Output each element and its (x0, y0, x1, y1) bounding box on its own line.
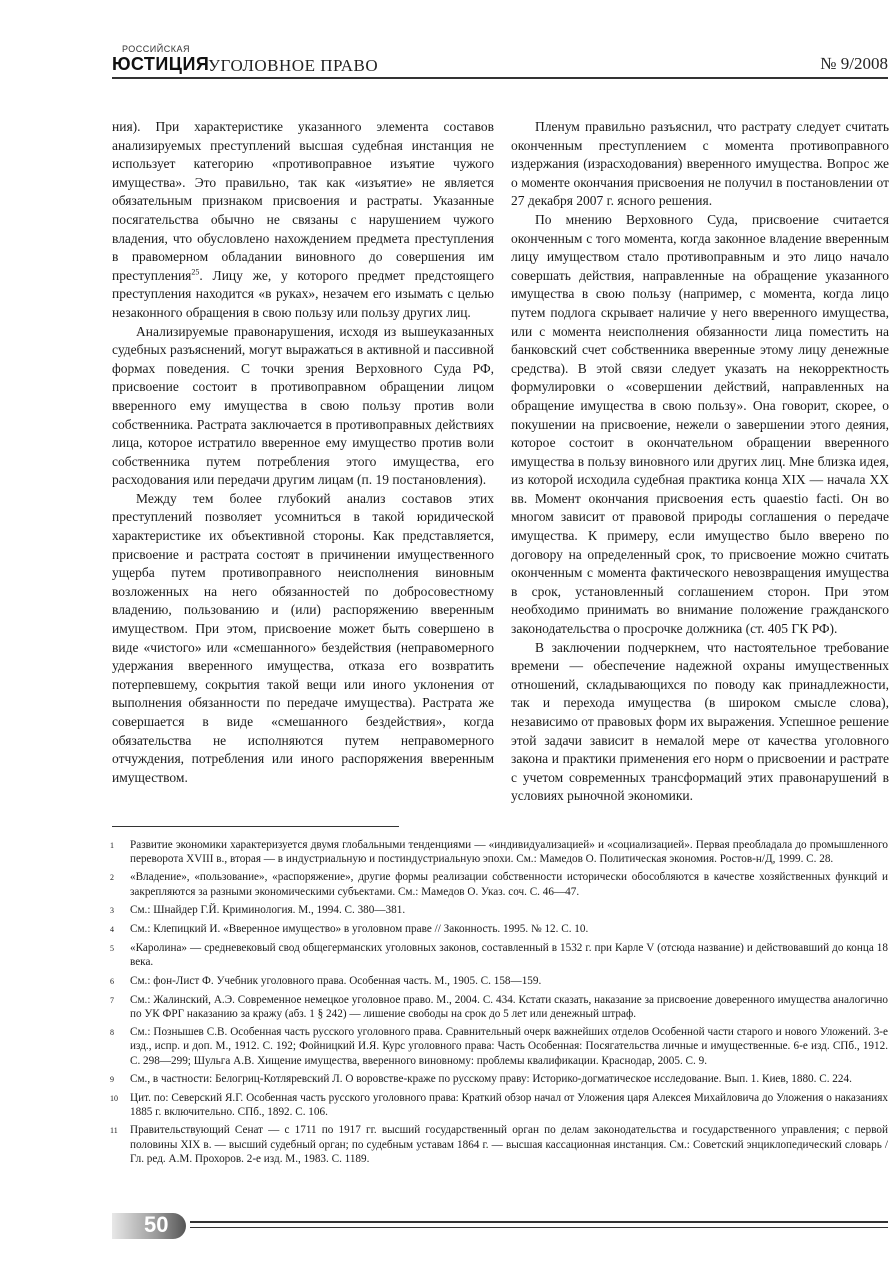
footnote: 7 См.: Жалинский, А.Э. Современное немецкое уголовное право. М., 2004. С. 434. Кстати сказать, наказание за присвоение доверенного имущества аналогично по УК ФРГ наказанию за кражу (абз. 1 § 242) — лишение свободы на срок до 5 лет или денежный штраф. (110, 993, 888, 1021)
footnote: 11 Правительствующий Сенат — с 1711 по 1917 гг. высший государственный орган по делам законодательства и государственного управления; с первой половины XIX в. — высший судебный орган; по судебным уставам 1864 г. — высшая кассационная инстанция. См.: Советский энциклопедический словарь / Гл. ред. А.М. Прохоров. 2-е изд. М., 1983. С. 1189. (110, 1124, 888, 1165)
paragraph: Пленум правильно разъяснил, что растрату следует считать оконченным преступлением с момента противоправного издержания (израсходования) вверенного имущества. Вопрос же о моменте окончания присвоения не получил в постановлении от 27 декабря 2007 г. ясного решения. (511, 119, 889, 209)
paragraph: ния). При характеристике указанного элемента составов анализируемых преступлений высшая судебная инстанция не использует категорию «противоправное изъятие чужого имущества». Это правильно, так как «изъятие» не является обязательным признаком присвоения и растраты. Указанные посягательства обычно не связаны с нарушением чужого владения, что обусловлено нахождением предмета преступления в правомерном обладании виновного до совершения им преступления$^{25}$. Лицу же, у которого предмет предстоящего преступления находится «в руках», незачем его изымать с целью незаконного обращения в свою пользу или пользу других лиц. (112, 119, 494, 320)
issue-number: № 9/2008 (820, 54, 888, 73)
page-number: 50 (144, 1212, 169, 1237)
logo-subtitle: РОССИЙСКАЯ (122, 44, 190, 54)
footnote: 1 Развитие экономики характеризуется двумя глобальными тенденциями — «индивидуализацией» и «социализацией». Первая преобладала до промышленного переворота XVIII в., вторая — в индустриальную и постиндустриальную эпохи. См.: Мамедов О. Политическая экономия. Ростов-н/Д, 1999. С. 28. (110, 839, 888, 866)
footnote: 9 См., в частности: Белогриц-Котляревский Л. О воровстве-краже по русскому праву: Историко-догматическое исследование. Вып. 1. Киев, 1880. С. 224. (110, 1072, 852, 1085)
paragraph: Между тем более глубокий анализ составов этих преступлений позволяет усомниться в такой юридической характеристике их объективной стороны. Как представляется, присвоение и растрата состоят в причинении имущественного ущерба путем противоправного неисполнения виновным возложенных на него обязанностей по добросовестному владению, пользованию и (или) распоряжению вверенным имуществом. При этом, присвоение может быть совершено в виде «чистого» или «смешанного» бездействия (неправомерного удержания вверенного имущества, отказа его возвратить потерпевшему, сокрытия такой вещи или иного уклонения от выполнения обязанности по передаче имущества). Растрата же совершается в виде «смешанного бездействия», когда обязательства не исполняются путем неправомерного отчуждения, потребления или иного распоряжения вверенным имуществом. (112, 490, 494, 785)
footer-rule (190, 1221, 888, 1223)
footnote: 4 См.: Клепицкий И. «Вверенное имущество» в уголовном праве // Законность. 1995. № 12. С. 10. (110, 923, 589, 936)
left-column (112, 118, 494, 787)
section-title: УГОЛОВНОЕ ПРАВО (208, 56, 379, 75)
paragraph: В заключении подчеркнем, что настоятельное требование времени — обеспечение надежной охраны имущественных отношений, складывающихся по поводу как принадлежности, так и перехода имущества (в широком смысле слова), независимо от правовых форм их выражения. Успешное решение этой задачи зависит в немалой мере от качества уголовного закона и практики применения его норм о присвоении и растрате с учетом современных трансформаций этих правонарушений в условиях рыночной экономики. (511, 639, 889, 804)
paragraph: По мнению Верховного Суда, присвоение считается оконченным с того момента, когда законное владение вверенным лицу имуществом стало противоправным и это лицо начало совершать действия, направленные на обращение указанного имущества в свою пользу (например, с момента, когда лицо путем подлога скрывает наличие у него вверенного имущества, или с момента неисполнения обязанности лица поместить на банковский счет собственника вверенные этому лицу денежные средства). В этой связи следует указать на некорректность формулировки о «совершении действий, направленных на обращение имущества в свою пользу». Она говорит, скорее, о покушении на присвоение, нежели о завершении этого деяния, которое состоит в окончательном обращении вверенного имущества в пользу виновного или других лиц. Мне близка идея, из которой исходила судебная практика конца XIX — начала XX вв. Момент окончания присвоения есть quaestio facti. Он во многом зависит от правовой природы соглашения о передаче имущества. К примеру, если имущество было вверено по договору на определенный срок, то присвоение можно считать оконченным с момента фактического невозвращения имущества в срок, установленный соглашением сторон. При этом необходимо принимать во внимание положение гражданского законодательства о просрочке должника (ст. 405 ГК РФ). (511, 211, 889, 637)
paragraph: Анализируемые правонарушения, исходя из вышеуказанных судебных разъяснений, могут выражаться в активной и пассивной формах поведения. С точки зрения Верховного Суда РФ, присвоение состоит в противоправном обращении лицом вверенного ему имущества в свою пользу против воли собственника. Растрата заключается в противоправных действиях лица, которое истратило вверенное ему имущество против воли собственника путем потребления этого имущества, его расходования или передачи другим лицам (п. 19 постановления). (112, 323, 494, 488)
footnote-rule (112, 826, 399, 827)
page-header (112, 44, 892, 78)
footer-rule-thin (190, 1227, 888, 1228)
footnote-ref: 25 (191, 267, 200, 277)
footnote: 2 «Владение», «пользование», «распоряжение», другие формы реализации собственности исторически обособляются в качестве хозяйственных функций и закрепляются за разными экономическими субъектами. См.: Мамедов О. Указ. соч. С. 46—47. (110, 871, 888, 898)
footnotes (110, 838, 888, 1170)
footnote: 10 Цит. по: Северский Я.Г. Особенная часть русского уголовного права: Краткий обзор начал от Уложения царя Алексея Михайловича до Уложения о наказаниях 1885 г. включительно. СПб., 1892. С. 106. (110, 1092, 888, 1119)
header-rule (112, 77, 888, 79)
right-column (511, 118, 889, 806)
footnote: 8 См.: Познышев С.В. Особенная часть русского уголовного права. Сравнительный очерк важнейших отделов Особенной части старого и нового Уложений. 3-е изд., испр. и доп. М., 1912. С. 192; Фойницкий И.Я. Курс уголовного права: Часть Особенная: Посягательства личные и имущественные. 6-е изд. СПб., 1912. С. 298—299; Шульга А.В. Хищение имущества, вверенного виновному: проблемы квалификации. Краснодар, 2005. С. 9. (110, 1026, 888, 1067)
journal-logo: ЮСТИЦИЯ (112, 54, 210, 74)
footnote: 3 См.: Шнайдер Г.Й. Криминология. М., 1994. С. 380—381. (110, 903, 406, 916)
footnote: 6 См.: фон-Лист Ф. Учебник уголовного права. Особенная часть. М., 1905. С. 158—159. (110, 974, 542, 987)
footnote: 5 «Каролина» — средневековый свод общегерманских уголовных законов, составленный в 1532 г. при Карле V (отсюда название) и действовавший до конца 18 века. (110, 942, 888, 969)
